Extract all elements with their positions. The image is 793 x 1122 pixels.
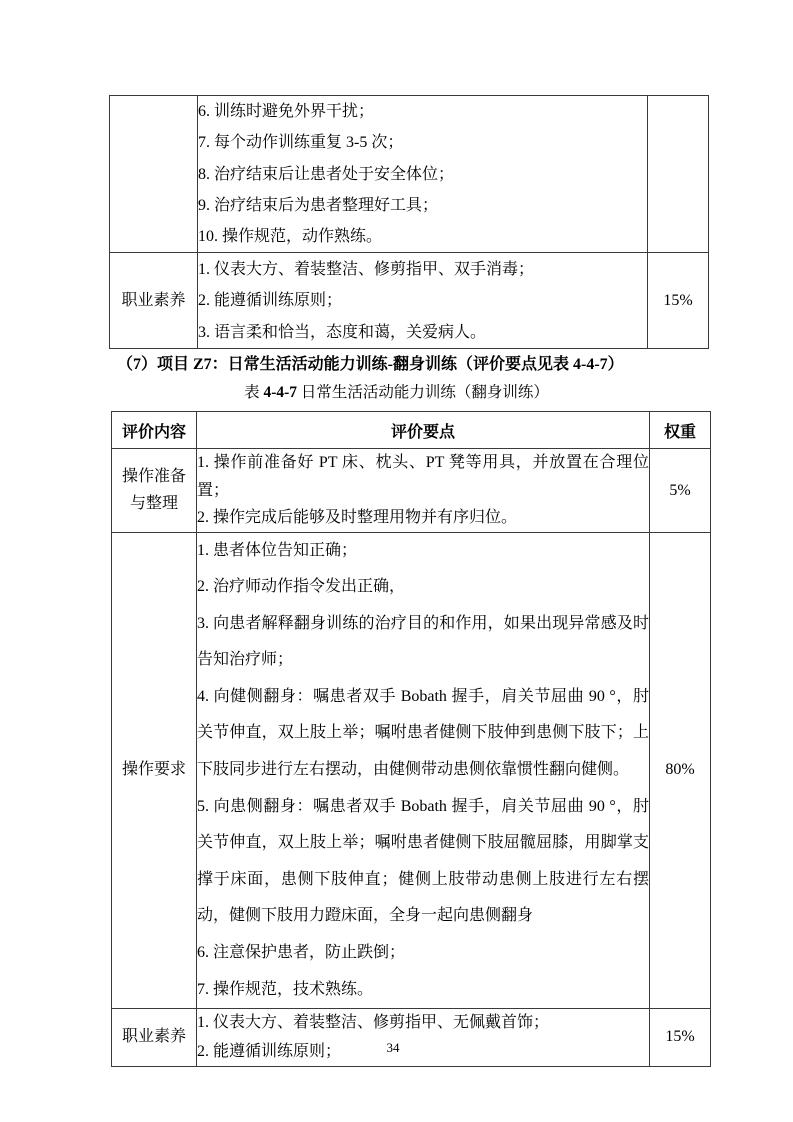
criteria-item: 2. 能遵循训练原则； [197,1042,342,1060]
criteria-item: 7. 每个动作训练重复 3-5 次； [198,134,404,152]
row-label-cell [112,449,197,533]
criteria-item: 9. 治疗结束后为患者整理好工具； [198,196,439,214]
header-content: 评价内容 [112,412,197,449]
header-weight: 权重 [650,412,711,449]
weight-cell [648,96,709,253]
criteria-item: 8. 治疗结束后让患者处于安全体位； [198,165,455,183]
criteria-item: 7. 操作规范，技术熟练。 [197,980,374,998]
weight-cell: 15% [650,1009,711,1067]
criteria-item: 6. 训练时避免外界干扰； [198,103,375,120]
table-caption [0,383,793,403]
criteria-item: 10. 操作规范，动作熟练。 [198,228,383,246]
criteria-cell [197,1009,650,1067]
table-row [112,1009,711,1067]
criteria-item: 1. 仪表大方、着装整洁、修剪指甲、无佩戴首饰； [197,1014,550,1032]
criteria-item: 4. 向健侧翻身：嘱患者双手 Bobath 握手，肩关节屈曲 90 °，肘关节伸直，双上肢上举；嘱咐患者健侧下肢伸到患侧下肢下；上下肢同步进行左右摆动，由健侧带动患侧依靠惯性翻向健侧。 [197,687,649,779]
table-row [110,96,709,253]
table-header-row [112,412,711,449]
continuation-table [109,95,709,349]
criteria-item: 2. 操作完成后能够及时整理用物并有序归位。 [197,509,518,526]
evaluation-table [111,411,711,1067]
row-label-cell: 职业素养 [110,253,198,349]
criteria-cell [197,449,650,533]
table-row [112,532,711,1009]
weight-cell: 80% [650,532,711,1009]
weight-cell: 15% [648,253,709,349]
criteria-item: 6. 注意保护患者，防止跌倒； [197,944,406,962]
criteria-item: 5. 向患侧翻身：嘱患者双手 Bobath 握手，肩关节屈曲 90 °，肘关节伸直，双上肢上举；嘱咐患者健侧下肢屈髋屈膝，用脚掌支撑于床面，患侧下肢伸直；健侧上肢带动患侧上肢进行左右摆动，健侧下肢用力蹬床面，全身一起向患侧翻身 [197,797,649,925]
row-label-line: 职业素养 [121,1028,186,1046]
row-label-line: 操作准备 [121,467,186,485]
weight-cell: 5% [650,449,711,533]
row-label-line: 与整理 [129,495,178,513]
section-heading: （7）项目 Z7：日常生活活动能力训练-翻身训练（评价要点见表 4-4-7） [117,356,624,373]
criteria-cell [198,253,648,349]
page-number: 34 [386,1040,400,1055]
row-label-cell [112,532,197,1009]
criteria-cell [198,96,648,253]
criteria-item: 2. 能遵循训练原则； [198,292,343,310]
row-label-cell [112,1009,197,1067]
row-label-cell [110,96,198,253]
criteria-item: 1. 仪表大方、着装整洁、修剪指甲、双手消毒； [198,261,535,279]
caption-title: 日常生活活动能力训练（翻身训练） [297,384,549,401]
criteria-item: 3. 向患者解释翻身训练的治疗目的和作用，如果出现异常感及时告知治疗师； [197,614,649,669]
table-row [110,253,709,349]
criteria-item: 1. 患者体位告知正确； [197,541,358,559]
criteria-cell [197,532,650,1009]
caption-prefix: 表 [244,384,264,401]
criteria-item: 2. 治疗师动作指令发出正确， [197,578,406,596]
criteria-item: 1. 操作前准备好 PT 床、枕头、PT 凳等用具，并放置在合理位置； [197,454,649,499]
header-points: 评价要点 [197,412,650,449]
criteria-item: 3. 语言柔和恰当，态度和蔼，关爱病人。 [198,323,487,341]
caption-number: 4-4-7 [263,384,298,401]
row-label-line: 操作要求 [121,761,186,779]
table-row [112,449,711,533]
